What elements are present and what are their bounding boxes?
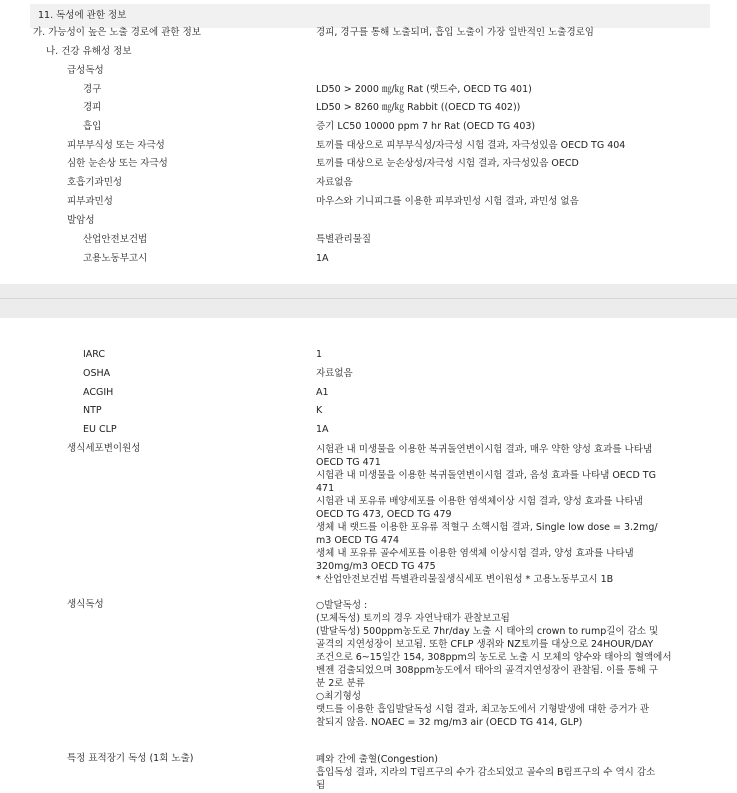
- carcinogenicity-label: 발암성: [67, 215, 95, 226]
- moel-notice-label: 고용노동부고시: [83, 253, 148, 264]
- page-break: [0, 284, 737, 318]
- skin-corrosion-label: 피부부식성 또는 자극성: [67, 140, 165, 151]
- ntp-value: K: [316, 405, 323, 416]
- stot-line: 폐와 간에 출혈(Congestion): [316, 754, 439, 765]
- acute-toxicity-label: 급성독성: [67, 65, 104, 76]
- section-title: 11. 독성에 관한 정보: [38, 10, 127, 21]
- osha-act-value: 특별관리물질: [316, 234, 372, 245]
- ntp-label: NTP: [83, 405, 102, 416]
- eye-damage-label: 심한 눈손상 또는 자극성: [67, 158, 168, 169]
- oral-label: 경구: [83, 84, 102, 95]
- skin-sensitization-value: 마우스와 기니피그를 이용한 피부과민성 시험 결과, 과민성 없음: [316, 196, 579, 207]
- repro-line: 분 2로 분류: [316, 678, 365, 689]
- repro-line: 랫드를 이용한 흡입발달독성 시험 결과, 최고농도에서 기형발생에 대한 증거가 관: [316, 704, 650, 715]
- germ-cell-mutagenicity-value: [316, 443, 708, 586]
- page-break-divider: [0, 298, 737, 299]
- germ-line: 시험관 내 미생물을 이용한 복귀돌연변이시험 결과, 음성 효과를 나타냄 OECD TG: [316, 470, 656, 481]
- repro-line: (발달독성) 500ppm농도로 7hr/day 노출 시 태아의 crown to rump길이 감소 및: [316, 626, 659, 637]
- dermal-value: LD50 > 8260 ㎎/㎏ Rabbit ((OECD TG 402)): [316, 102, 521, 113]
- repro-line: 골격의 지연성장이 보고됨. 또한 CFLP 생쥐와 NZ토끼를 대상으로 24HOUR/DAY: [316, 639, 654, 650]
- germ-line: 시험관 내 미생물을 이용한 복귀돌연변이시험 결과, 매우 약한 양성 효과를 나타냄: [316, 444, 653, 455]
- reproductive-toxicity-label: 생식독성: [67, 599, 104, 610]
- germ-cell-mutagenicity-label: 생식세포변이원성: [67, 443, 141, 454]
- oral-value: LD50 > 2000 ㎎/㎏ Rat (랫드수, OECD TG 401): [316, 84, 532, 95]
- germ-line: 생체 내 포유류 골수세포를 이용한 염색체 이상시험 결과, 양성 효과를 나타냄: [316, 548, 634, 559]
- osha-act-label: 산업안전보건법: [83, 234, 148, 245]
- germ-line: m3 OECD TG 474: [316, 535, 400, 546]
- repro-line: ○최기형성: [316, 691, 361, 702]
- skin-corrosion-value: 토끼를 대상으로 피부부식성/자극성 시험 결과, 자극성있음 OECD TG 404: [316, 140, 626, 151]
- repro-line: ○발달독성 :: [316, 600, 368, 611]
- acgih-label: ACGIH: [83, 387, 114, 398]
- repro-line: 찰되지 않음. NOAEC = 32 mg/m3 air (OECD TG 414, GLP): [316, 717, 583, 728]
- skin-sensitization-label: 피부과민성: [67, 196, 113, 207]
- inhalation-value: 증기 LC50 10000 ppm 7 hr Rat (OECD TG 403): [316, 121, 536, 132]
- dermal-label: 경피: [83, 102, 102, 113]
- osha-value: 자료없음: [316, 368, 353, 379]
- inhalation-label: 흡입: [83, 121, 102, 132]
- repro-line: 벤젠 검출되었으며 308ppm농도에서 태아의 골격지연성장이 관찰됨. 이를 통해 구: [316, 665, 658, 676]
- exposure-route-label: 가. 가능성이 높은 노출 경로에 관한 정보: [33, 27, 201, 38]
- germ-line: * 산업안전보건법 특별관리물질생식세포 변이원성 * 고용노동부고시 1B: [316, 574, 614, 585]
- exposure-route-value: 경피, 경구를 통해 노출되며, 흡입 노출이 가장 일반적인 노출경로임: [316, 27, 594, 38]
- iarc-label: IARC: [83, 349, 106, 360]
- osha-label: OSHA: [83, 368, 111, 379]
- germ-line: OECD TG 473, OECD TG 479: [316, 509, 452, 520]
- iarc-value: 1: [316, 349, 323, 360]
- stot-single-label: 특정 표적장기 독성 (1회 노출): [67, 753, 194, 764]
- germ-line: OECD TG 471: [316, 457, 381, 468]
- eye-damage-value: 토끼를 대상으로 눈손상성/자극성 시험 결과, 자극성있음 OECD: [316, 158, 579, 169]
- germ-line: 320mg/m3 OECD TG 475: [316, 561, 436, 572]
- germ-line: 생체 내 랫드를 이용한 포유류 적혈구 소핵시험 결과, Single low dose = 3.2mg/: [316, 522, 658, 533]
- repro-line: 조건으로 6~15일간 154, 308ppm의 농도로 노출 시 모체의 양수와 태아의 혈액에서: [316, 652, 672, 663]
- repro-line: (모체독성) 토끼의 경우 자연낙태가 관찰보고됨: [316, 613, 510, 624]
- stot-line: 흡입독성 결과, 지라의 T림프구의 수가 감소되었고 골수의 B림프구의 수 역시 감소: [316, 767, 656, 778]
- acgih-value: A1: [316, 387, 329, 398]
- eu-clp-value: 1A: [316, 424, 329, 435]
- stot-single-value: [316, 753, 708, 792]
- stot-line: 됨: [316, 780, 326, 791]
- eu-clp-label: EU CLP: [83, 424, 117, 435]
- germ-line: 시험관 내 포유류 배양세포를 이용한 염색체이상 시험 결과, 양성 효과를 나타냄: [316, 496, 643, 507]
- respiratory-sensitization-label: 호흡기과민성: [67, 177, 123, 188]
- health-hazard-heading: 나. 건강 유해성 정보: [46, 46, 132, 57]
- moel-notice-value: 1A: [316, 253, 329, 264]
- germ-line: 471: [316, 483, 335, 494]
- reproductive-toxicity-value: [316, 599, 708, 729]
- section-header-band: [30, 4, 710, 28]
- respiratory-sensitization-value: 자료없음: [316, 177, 353, 188]
